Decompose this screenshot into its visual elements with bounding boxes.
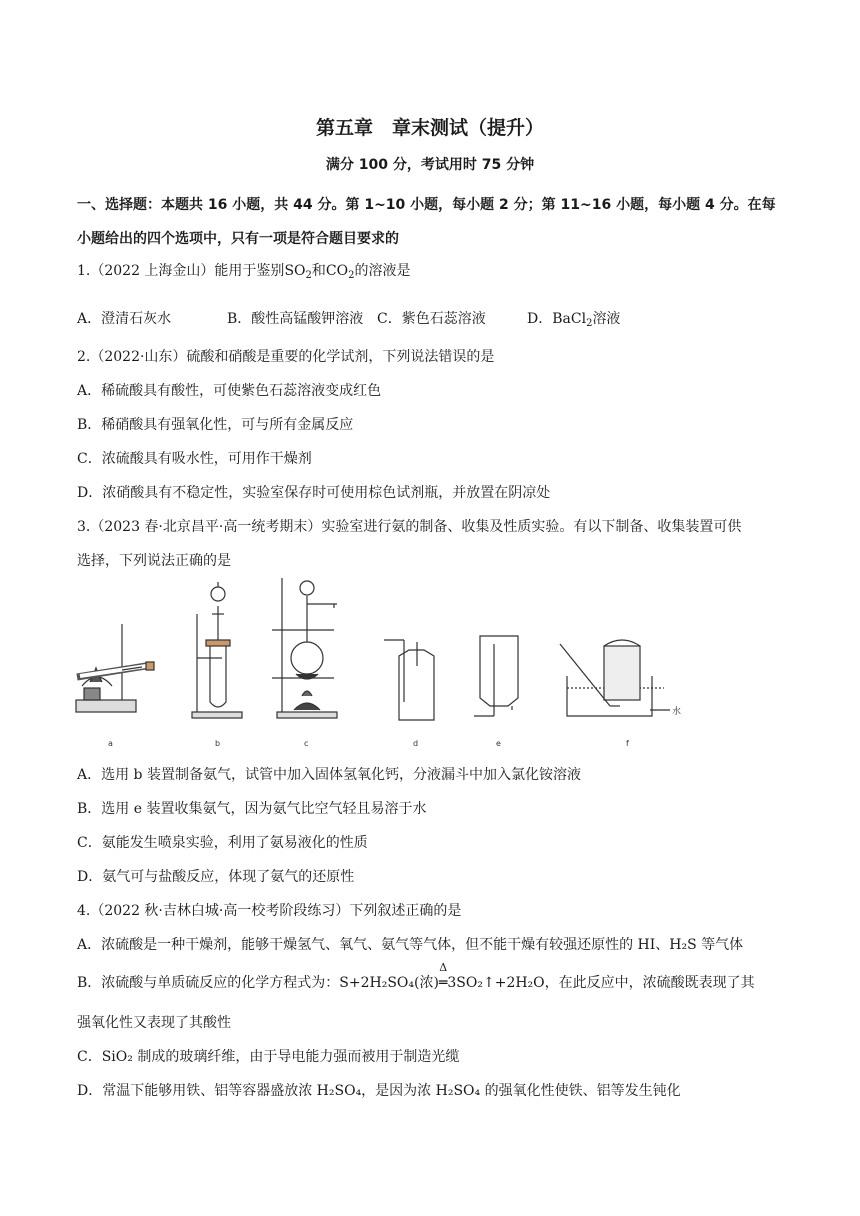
figure-label-d: d <box>413 739 419 748</box>
q4-option-b-line2: 强氧化性又表现了其酸性 <box>77 1015 231 1031</box>
q3-option-d: D．氨气可与盐酸反应，体现了氨气的还原性 <box>77 869 355 885</box>
q2-option-d: D．浓硝酸具有不稳定性，实验室保存时可使用棕色试剂瓶，并放置在阴凉处 <box>77 485 551 501</box>
q1-stem-end: 的溶液是 <box>354 263 411 279</box>
apparatus-a <box>76 624 154 712</box>
q1-stem-text: 1.（2022 上海金山）能用于鉴别 <box>77 263 285 279</box>
exam-info: 满分 100 分，考试用时 75 分钟 <box>325 157 535 173</box>
q3-option-c: C．氨能发生喷泉实验，利用了氨易液化的性质 <box>77 835 368 851</box>
q4-option-a: A．浓硫酸是一种干燥剂，能够干燥氢气、氧气、氨气等气体，但不能干燥有较强还原性的 HI、H₂S 等气体 <box>77 937 744 953</box>
heat-equals-sign: Δ ═ <box>438 961 448 991</box>
q1-option-c: C．紫色石蕊溶液 <box>377 311 486 327</box>
apparatus-figure <box>72 574 692 754</box>
q2-option-c: C．浓硫酸具有吸水性，可用作干燥剂 <box>77 451 312 467</box>
q4-option-c: C．SiO₂ 制成的玻璃纤维，由于导电能力强而被用于制造光缆 <box>77 1049 460 1065</box>
apparatus-d <box>384 640 434 720</box>
q3-stem-line2: 选择，下列说法正确的是 <box>77 553 231 569</box>
apparatus-e <box>474 636 518 716</box>
figure-label-f: f <box>626 739 629 748</box>
figure-label-a: a <box>108 739 113 748</box>
q1-option-d: D．BaCl$_2$溶液 <box>527 311 621 329</box>
section-heading: 一、选择题：本题共 16 小题，共 44 分。第 1~10 小题，每小题 2 分；第 11~16 小题，每小题 4 分。在每小题给出的四个选项中，只有一项是符合题目要求的 <box>77 197 776 247</box>
q3-stem-line1: 3.（2023 春·北京昌平·高一统考期末）实验室进行氨的制备、收集及性质实验。有以下制备、收集装置可供 <box>77 519 742 535</box>
q1-stem <box>77 260 410 280</box>
water-label: 水 <box>672 707 682 717</box>
figure-label-c: c <box>304 739 309 748</box>
q1-co2: $CO_2$ <box>325 263 355 281</box>
page-title: 第五章 章末测试（提升） <box>315 117 544 139</box>
q1-option-a: A．澄清石灰水 <box>77 311 172 327</box>
figure-label-b: b <box>215 739 221 748</box>
q1-option-b: B．酸性高锰酸钾溶液 <box>227 311 364 327</box>
q4-stem: 4.（2022 秋·吉林白城·高一校考阶段练习）下列叙述正确的是 <box>77 903 462 919</box>
figure-label-e: e <box>496 739 501 748</box>
q3-option-b: B．选用 e 装置收集氨气，因为氨气比空气轻且易溶于水 <box>77 801 427 817</box>
apparatus-c <box>272 578 337 718</box>
apparatus-f <box>560 640 670 716</box>
q4-option-b: B．浓硫酸与单质硫反应的化学方程式为：S+2H₂SO₄(浓) Δ ═3SO₂↑+2H₂O，在此反应中，浓硫酸既表现了其 <box>77 961 755 991</box>
q4-option-d: D．常温下能够用铁、铝等容器盛放浓 H₂SO₄，是因为浓 H₂SO₄ 的强氧化性使铁、铝等发生钝化 <box>77 1083 681 1099</box>
q1-stem-and: 和 <box>311 263 326 279</box>
apparatus-b <box>192 582 242 718</box>
q3-option-a: A．选用 b 装置制备氨气，试管中加入固体氢氧化钙，分液漏斗中加入氯化铵溶液 <box>77 767 581 783</box>
q2-stem: 2.（2022·山东）硫酸和硝酸是重要的化学试剂，下列说法错误的是 <box>77 349 495 365</box>
q1-so2: $SO_2$ <box>284 263 312 281</box>
q2-option-a: A．稀硫酸具有酸性，可使紫色石蕊溶液变成红色 <box>77 383 382 399</box>
q2-option-b: B．稀硝酸具有强氧化性，可与所有金属反应 <box>77 417 354 433</box>
